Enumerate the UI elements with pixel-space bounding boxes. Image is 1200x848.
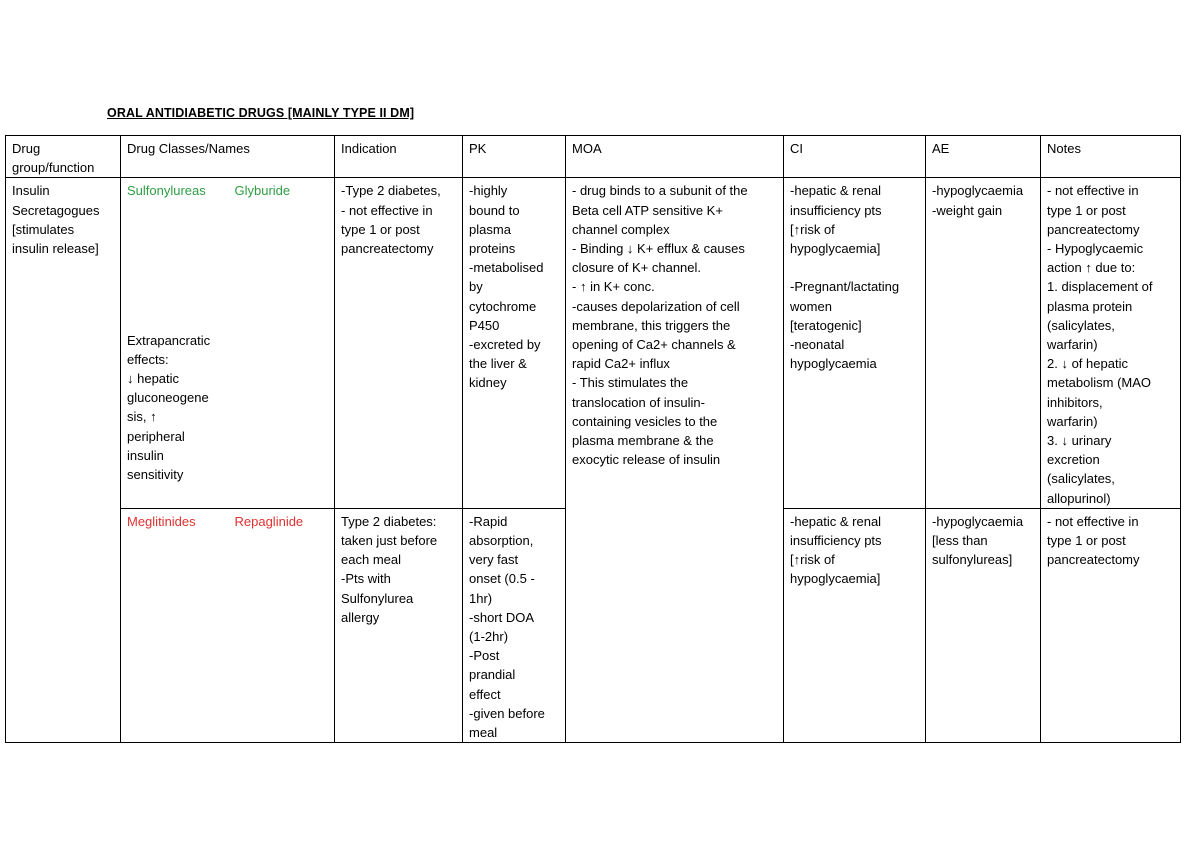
header-ci: CI: [784, 136, 926, 178]
class-name-meglitinides: Meglitinides: [127, 513, 196, 529]
ae-cell: -hypoglycaemia [less than sulfonylureas]: [926, 508, 1041, 742]
header-notes: Notes: [1041, 136, 1181, 178]
class-cell: [121, 508, 229, 742]
header-row: [6, 136, 1181, 178]
drug-name-glyburide: Glyburide: [234, 183, 291, 199]
drug-cell: [229, 178, 335, 508]
indication-cell: Type 2 diabetes: taken just before each meal -Pts with Sulfonylurea allergy: [335, 508, 463, 742]
indication-cell: -Type 2 diabetes, - not effective in type 1 or post pancreatectomy: [335, 178, 463, 508]
header-classes: Drug Classes/Names: [121, 136, 335, 178]
page-title: ORAL ANTIDIABETIC DRUGS [MAINLY TYPE II DM]: [107, 106, 415, 120]
table-row: [6, 178, 1181, 508]
class-cell: [121, 178, 229, 508]
pk-cell: -highly bound to plasma proteins -metabolised by cytochrome P450 -excreted by the liver & kidney: [463, 178, 566, 508]
pk-cell: -Rapid absorption, very fast onset (0.5 - 1hr) -short DOA (1-2hr) -Post prandial effect -given before meal: [463, 508, 566, 742]
ci-cell: -hepatic & renal insufficiency pts [↑risk of hypoglycaemia]: [784, 508, 926, 742]
group-cell: Insulin Secretagogues [stimulates insulin release]: [6, 178, 121, 508]
drug-cell: [229, 508, 335, 742]
notes-cell: - not effective in type 1 or post pancreatectomy - Hypoglycaemic action ↑ due to: 1. displacement of plasma protein (salicylates, warfarin) 2. ↓ of hepatic metabolism (MAO inhibitors, warfarin) 3. ↓ urinary excretion (salicylates, allopurinol): [1041, 178, 1181, 508]
ci-cell: -hepatic & renal insufficiency pts [↑risk of hypoglycaemia] -Pregnant/lactating women [teratogenic] -neonatal hypoglycaemia: [784, 178, 926, 508]
header-pk: PK: [463, 136, 566, 178]
notes-cell: - not effective in type 1 or post pancreatectomy: [1041, 508, 1181, 742]
ae-cell: -hypoglycaemia -weight gain: [926, 178, 1041, 508]
group-cell-empty: [6, 508, 121, 742]
drug-table: [5, 135, 1181, 743]
moa-cell: - drug binds to a subunit of the Beta cell ATP sensitive K+ channel complex - Binding ↓ K+ efflux & causes closure of K+ channel. - ↑ in K+ conc. -causes depolarization of cell membrane, this triggers the opening of Ca2+ channels & rapid Ca2+ influx - This stimulates the translocation of insulin- containing vesicles to the plasma membrane & the exocytic release of insulin: [566, 178, 784, 743]
header-moa: MOA: [566, 136, 784, 178]
drug-name-repaglinide: Repaglinide: [234, 513, 304, 529]
header-ae: AE: [926, 136, 1041, 178]
header-group: Drug group/function: [6, 136, 121, 178]
class-name-sulfonylureas: Sulfonylureas: [127, 183, 206, 199]
header-indication: Indication: [335, 136, 463, 178]
extrapancreatic-effects: Extrapancratic effects: ↓ hepatic gluconeogene sis, ↑ peripheral insulin sensitivity: [127, 332, 211, 483]
